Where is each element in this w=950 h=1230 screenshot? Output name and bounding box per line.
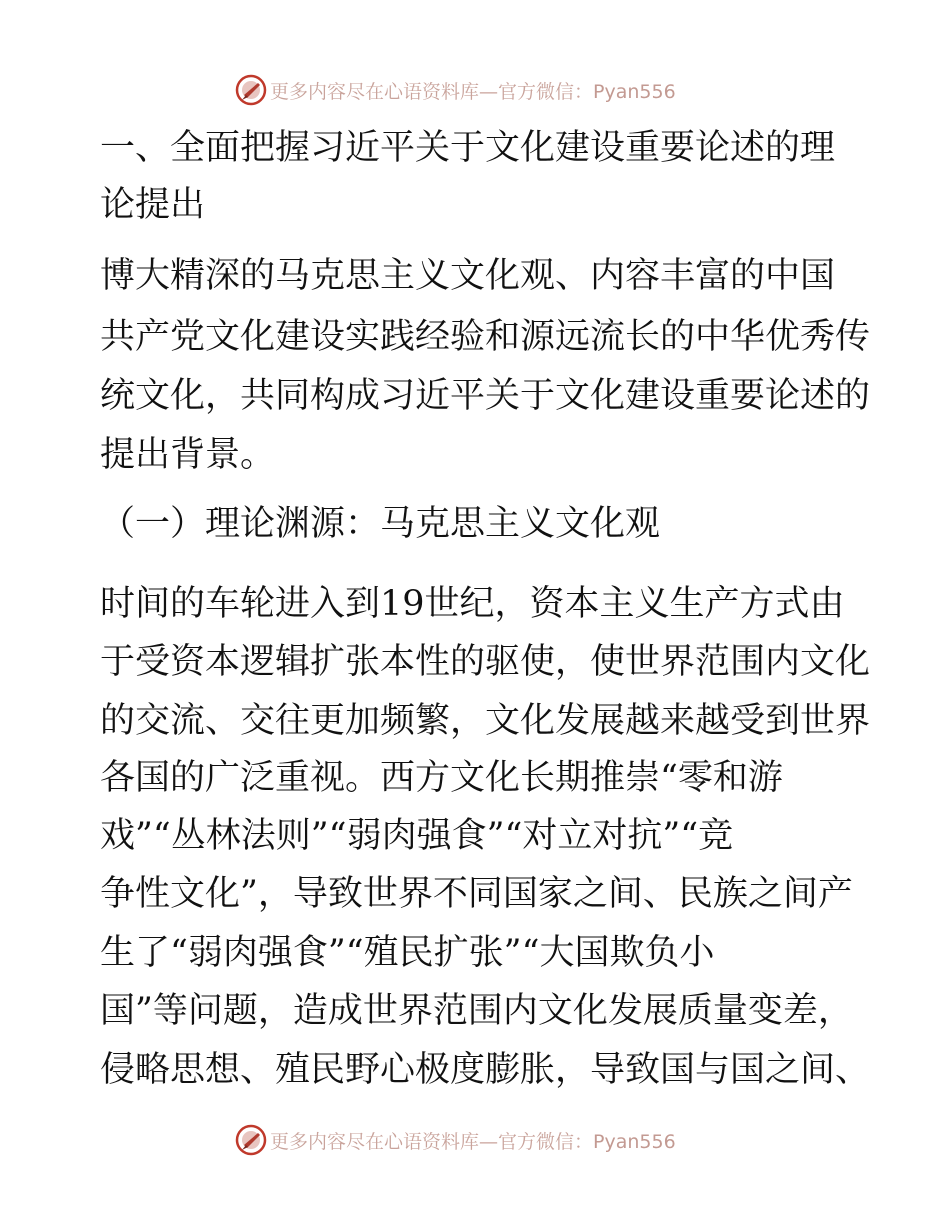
watermark-id: Pyan556 (593, 80, 676, 103)
paragraph-line: 博大精深的马克思主义文化观、内容丰富的中国 (100, 256, 836, 296)
paragraph-line: 争性文化”，导致世界不同国家之间、民族之间产 (100, 874, 853, 914)
logo-icon (234, 1123, 268, 1157)
logo-icon (234, 73, 268, 107)
subheading-line: （一）理论渊源：马克思主义文化观 (100, 504, 661, 544)
paragraph-line: 戏”“丛林法则”“弱肉强食”“对立对抗”“竞 (100, 816, 734, 856)
watermark-header (0, 70, 950, 110)
paragraph-line: 各国的广泛重视。西方文化长期推崇“零和游 (100, 758, 783, 798)
heading-line: 论提出 (100, 185, 206, 225)
watermark-id: Pyan556 (593, 1130, 676, 1153)
heading-line: 一、全面把握习近平关于文化建设重要论述的理 (100, 128, 836, 168)
watermark-footer (0, 1120, 950, 1160)
paragraph-line: 提出背景。 (100, 435, 276, 475)
paragraph-line: 时间的车轮进入到19世纪，资本主义生产方式由 (100, 584, 845, 624)
paragraph-line: 侵略思想、殖民野心极度膨胀，导致国与国之间、 (100, 1050, 871, 1090)
paragraph-line: 统文化，共同构成习近平关于文化建设重要论述的 (100, 376, 871, 416)
paragraph-line: 共产党文化建设实践经验和源远流长的中华优秀传 (100, 317, 871, 357)
paragraph-line: 生了“弱肉强食”“殖民扩张”“大国欺负小 (100, 933, 715, 973)
paragraph-line: 国”等问题，造成世界范围内文化发展质量变差， (100, 991, 853, 1031)
watermark-text: 更多内容尽在心语资料库—官方微信： (270, 80, 594, 103)
paragraph-line: 于受资本逻辑扩张本性的驱使，使世界范围内文化 (100, 642, 871, 682)
paragraph-line: 的交流、交往更加频繁，文化发展越来越受到世界 (100, 701, 871, 741)
watermark-text: 更多内容尽在心语资料库—官方微信： (270, 1130, 594, 1153)
